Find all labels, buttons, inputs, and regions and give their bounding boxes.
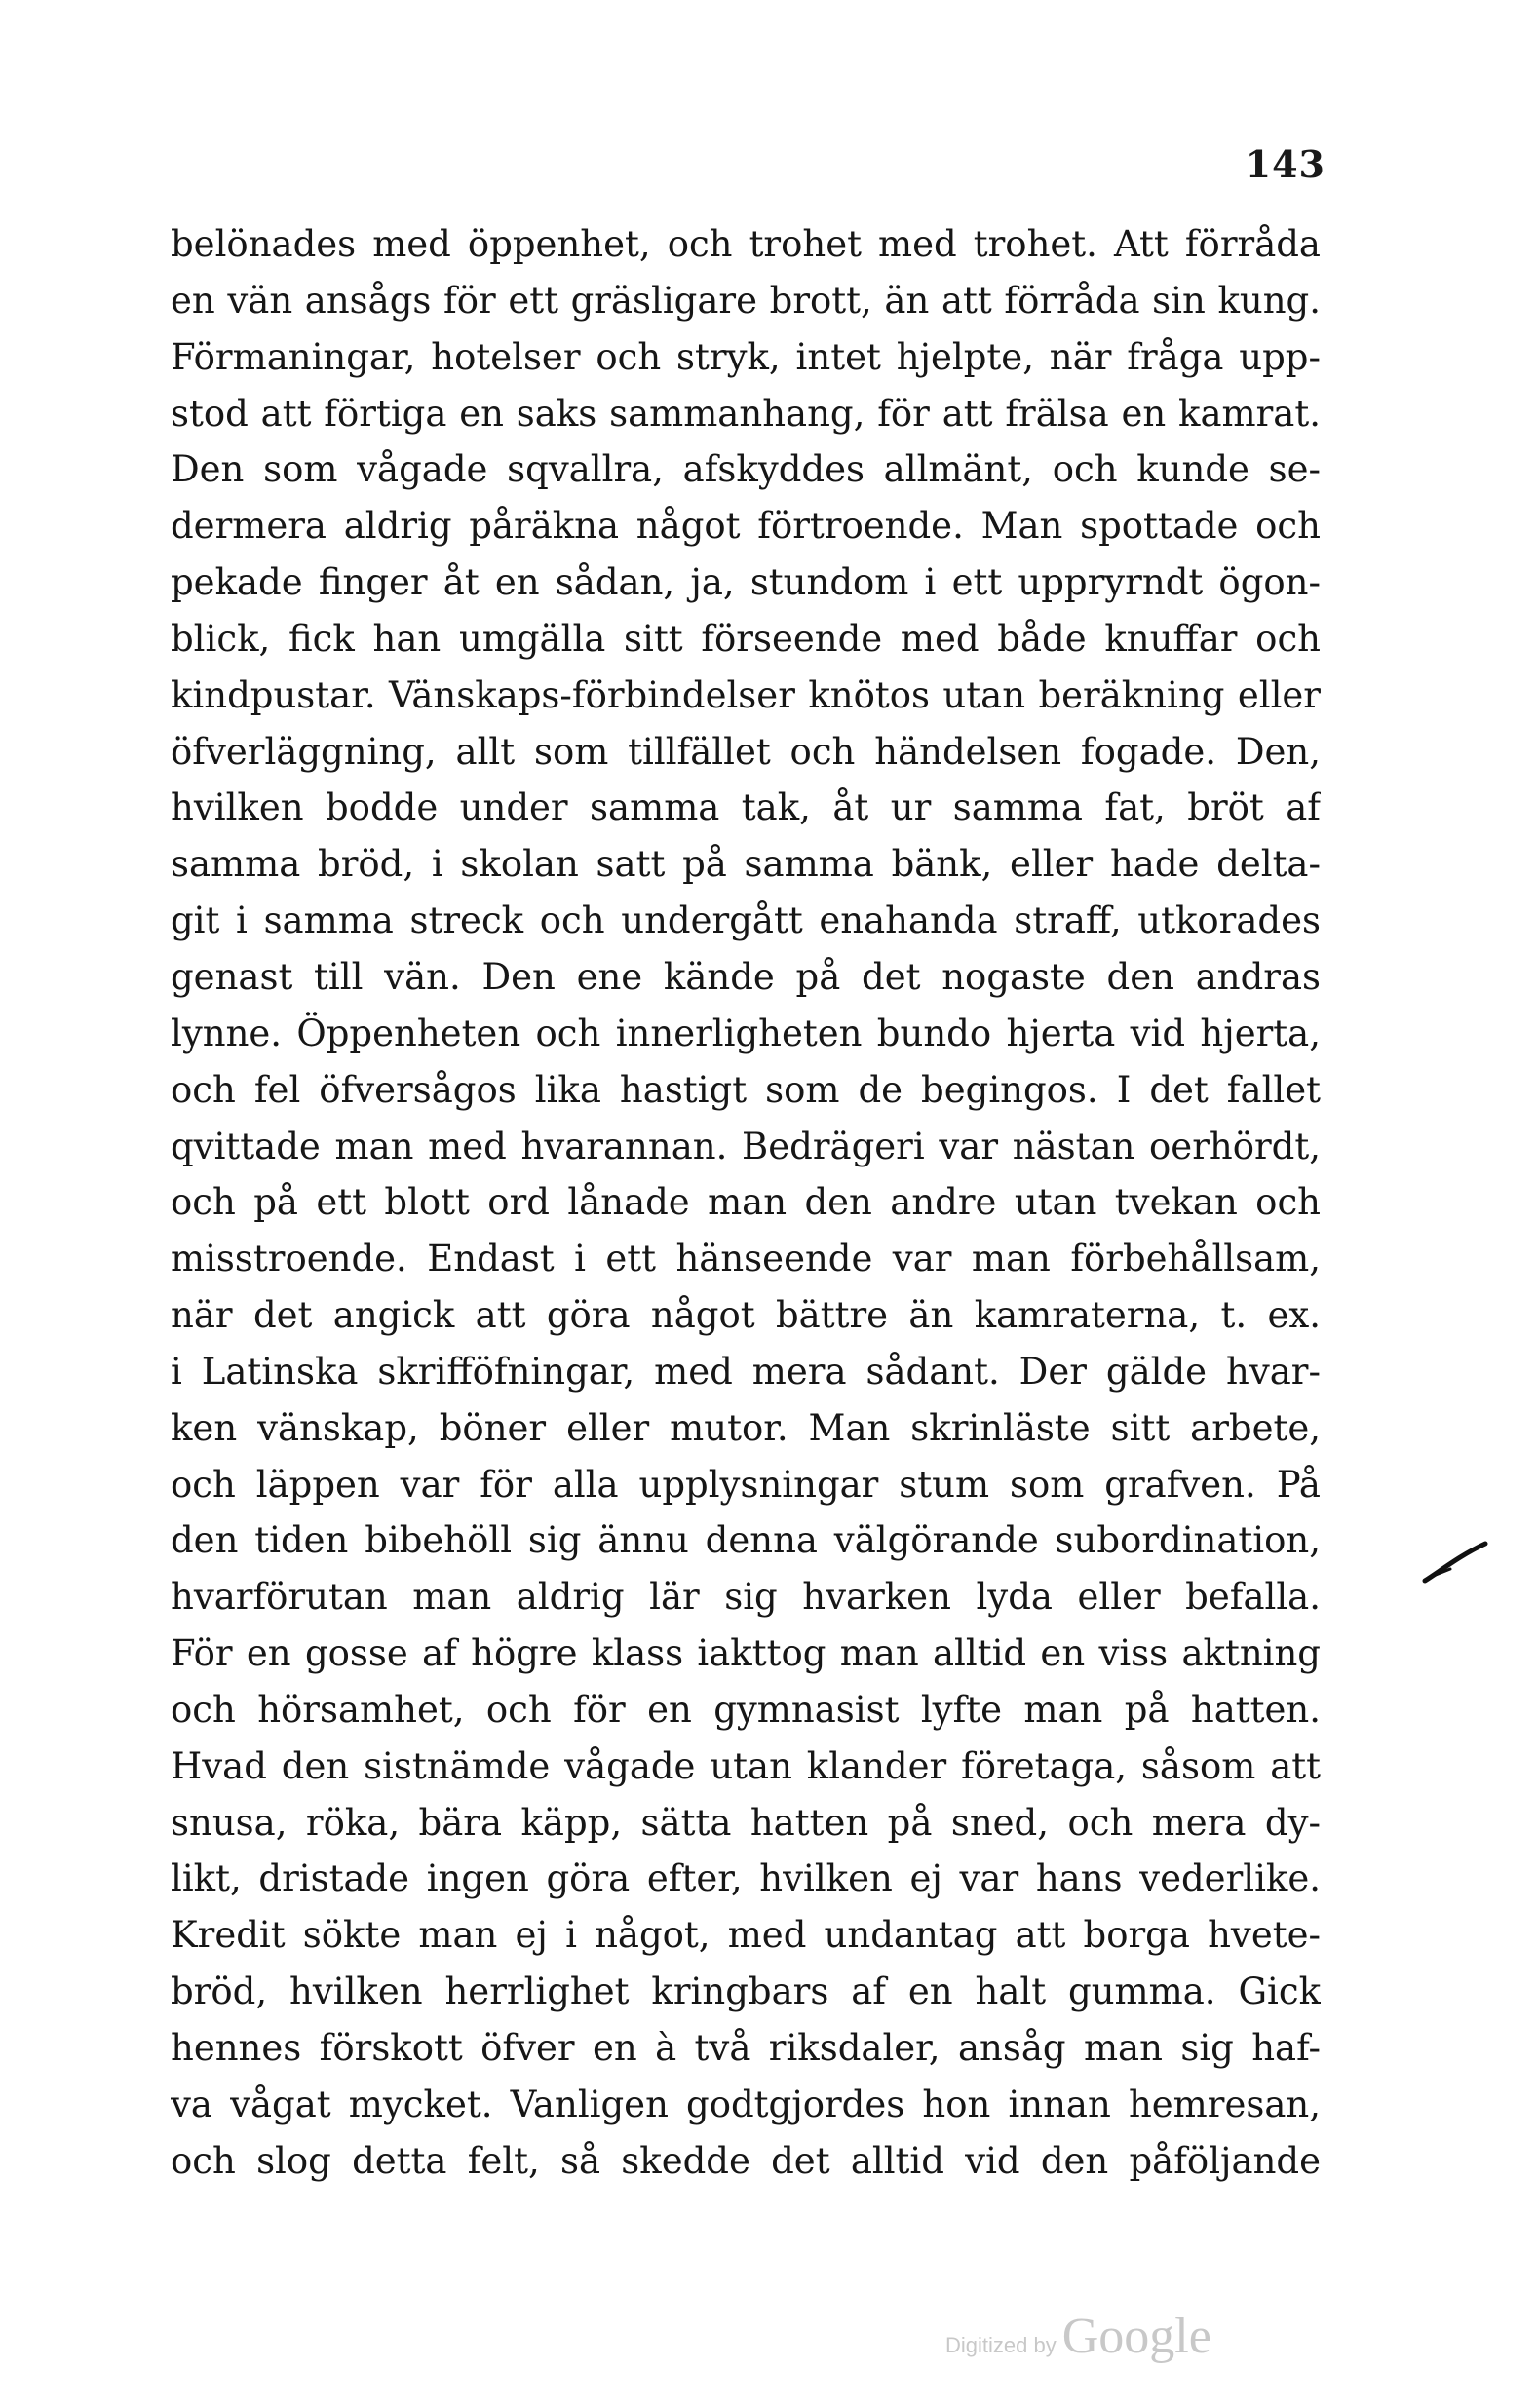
text-line: i Latinska skrifföfningar, med mera sådant. Der gälde hvar- [171,1350,1321,1393]
text-line: Den som vågade sqvallra, afskyddes allmänt, och kunde se- [171,448,1321,491]
text-line: den tiden bibehöll sig ännu denna välgörande subordination, [171,1519,1321,1562]
text-line: git i samma streck och undergått enahanda straff, utkorades [171,899,1321,942]
body-text [171,216,1321,2190]
page-number: 143 [1245,142,1326,186]
text-line: kindpustar. Vänskaps-förbindelser knötos utan beräkning eller [171,673,1321,716]
text-line: bröd, hvilken herrlighet kringbars af en halt gumma. Gick [171,1970,1321,2013]
text-line: Kredit sökte man ej i något, med undantag att borga hvete- [171,1914,1321,1957]
text-line: när det angick att göra något bättre än kamraterna, t. ex. [171,1294,1321,1337]
text-line: och fel öfversågos lika hastigt som de begingos. I det fallet [171,1068,1321,1111]
text-line: Förmaningar, hotelser och stryk, intet hjelpte, när fråga upp- [171,335,1321,378]
text-line: lynne. Öppenheten och innerligheten bundo hjerta vid hjerta, [171,1012,1321,1054]
text-line: blick, fick han umgälla sitt förseende med både knuffar och [171,617,1321,660]
text-line: hvarförutan man aldrig lär sig hvarken lyda eller befalla. [171,1576,1321,1619]
text-line: dermera aldrig påräkna något förtroende. Man spottade och [171,505,1321,548]
text-line: För en gosse af högre klass iakttog man alltid en viss aktning [171,1632,1321,1675]
text-line: ken vänskap, böner eller mutor. Man skrinläste sitt arbete, [171,1406,1321,1449]
text-line: hennes förskott öfver en à två riksdaler, ansåg man sig haf- [171,2027,1321,2069]
text-line: va vågat mycket. Vanligen godtgjordes hon innan hemresan, [171,2083,1321,2125]
text-line: genast till vän. Den ene kände på det nogaste den andras [171,955,1321,998]
text-line: stod att förtiga en saks sammanhang, för att frälsa en kamrat. [171,392,1321,435]
watermark-google-logo: Google [1061,2309,1211,2364]
text-line: öfverläggning, allt som tillfället och händelsen fogade. Den, [171,730,1321,773]
text-line: misstroende. Endast i ett hänseende var man förbehållsam, [171,1238,1321,1280]
text-line: och hörsamhet, och för en gymnasist lyfte man på hatten. [171,1688,1321,1731]
text-line: snusa, röka, bära käpp, sätta hatten på sned, och mera dy- [171,1801,1321,1844]
text-line: en vän ansågs för ett gräsligare brott, än att förråda sin kung. [171,279,1321,322]
digitized-watermark [945,2308,1267,2366]
catchword-mark-icon [1421,1538,1489,1586]
text-line: Hvad den sistnämde vågade utan klander företaga, såsom att [171,1744,1321,1787]
text-line: pekade finger åt en sådan, ja, stundom i ett uppryrndt ögon- [171,561,1321,604]
text-line: belönades med öppenhet, och trohet med trohet. Att förråda [171,223,1321,265]
text-line: och på ett blott ord lånade man den andre utan tvekan och [171,1181,1321,1224]
text-line: och läppen var för alla upplysningar stum som grafven. På [171,1463,1321,1506]
text-line: hvilken bodde under samma tak, åt ur samma fat, bröt af [171,786,1321,829]
watermark-digitized-text: Digitized by [945,2333,1057,2357]
text-line: qvittade man med hvarannan. Bedrägeri var nästan oerhördt, [171,1125,1321,1167]
text-line: och slog detta felt, så skedde det alltid vid den påföljande [171,2139,1321,2182]
text-line: likt, dristade ingen göra efter, hvilken ej var hans vederlike. [171,1857,1321,1900]
text-line: samma bröd, i skolan satt på samma bänk, eller hade delta- [171,843,1321,886]
